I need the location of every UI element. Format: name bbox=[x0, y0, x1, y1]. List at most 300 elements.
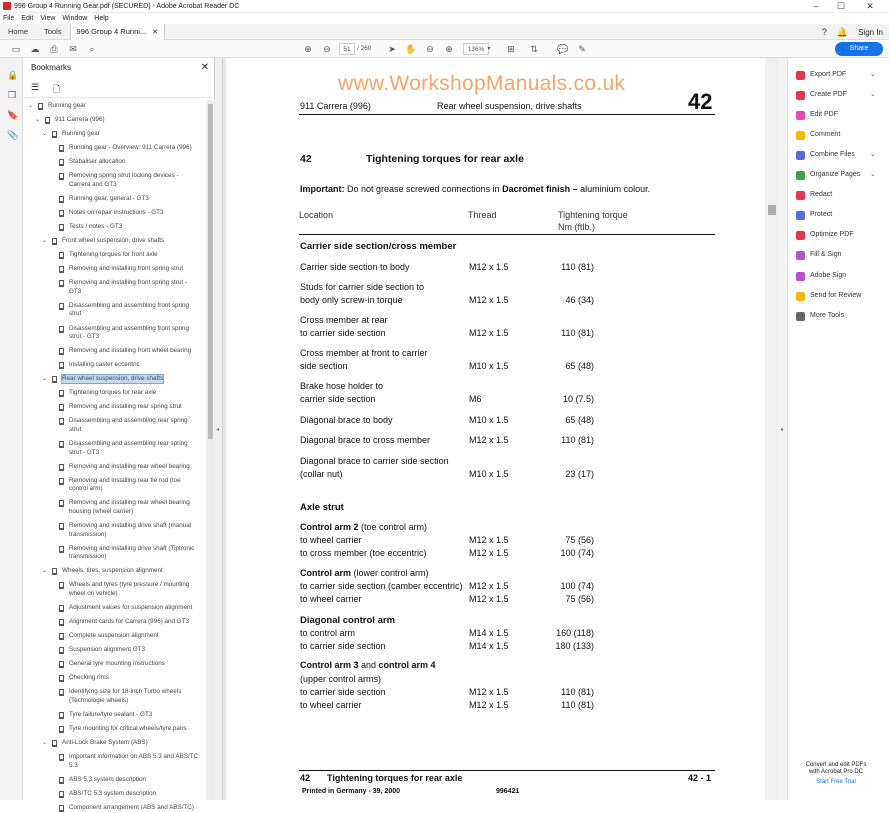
main-toolbar bbox=[0, 40, 889, 58]
bookmark-label: Tyre mounting for critical wheels/tyre pairs bbox=[69, 725, 187, 733]
table-cell-thread: M12 x 1.5 bbox=[469, 435, 509, 445]
table-cell-location bbox=[300, 502, 344, 513]
bookmark-label: Removing and installing drive shaft (manual bbox=[69, 522, 192, 530]
header-left: 911 Carrera (996) bbox=[300, 101, 371, 111]
bookmark-icon bbox=[59, 326, 64, 333]
table-cell-location bbox=[300, 348, 428, 359]
bookmark-label: Removing and installing rear spring strut bbox=[69, 403, 182, 411]
comment-icon[interactable]: 💬 bbox=[557, 44, 569, 54]
column-header-rule bbox=[299, 234, 715, 235]
prev-page-icon[interactable]: ⊕ bbox=[304, 44, 312, 54]
bookmark-item-continued[interactable] bbox=[23, 449, 206, 458]
bookmark-item[interactable] bbox=[23, 403, 206, 412]
bookmark-item[interactable] bbox=[23, 251, 206, 260]
bookmark-item-continued[interactable] bbox=[23, 181, 206, 190]
table-cell-thread: M12 x 1.5 bbox=[469, 700, 509, 710]
notification-icon[interactable]: 🔔 bbox=[836, 26, 849, 37]
bookmark-icon bbox=[45, 117, 50, 124]
bookmark-label: Removing and installing rear wheel bearing bbox=[69, 462, 190, 470]
start-free-trial-link[interactable]: Start Free Trial bbox=[816, 779, 856, 785]
bookmark-item-continued[interactable] bbox=[23, 762, 206, 771]
table-cell-location bbox=[300, 535, 362, 546]
location-text: Axle strut bbox=[300, 502, 344, 513]
bookmark-item[interactable] bbox=[23, 739, 206, 748]
bookmark-item-continued[interactable] bbox=[23, 310, 206, 319]
bookmark-item-continued[interactable] bbox=[23, 485, 206, 494]
zoom-chevron-down-icon[interactable]: ▾ bbox=[487, 46, 491, 52]
tool-more-tools[interactable] bbox=[796, 310, 880, 322]
bookmark-label: Removing spring strut locking devices - bbox=[69, 172, 179, 180]
tool-edit-pdf[interactable] bbox=[796, 109, 880, 121]
tool-icon bbox=[796, 191, 805, 200]
table-cell-thread: M12 x 1.5 bbox=[469, 262, 509, 272]
table-cell-location bbox=[300, 522, 427, 533]
bookmark-item[interactable] bbox=[23, 711, 206, 720]
bookmark-label: strut - GT3 bbox=[69, 333, 100, 341]
panel-splitter[interactable] bbox=[215, 58, 223, 800]
location-text: to carrier side section (camber eccentric) bbox=[300, 581, 463, 591]
bookmark-label: Component arrangement (ABS and ABS/TC) bbox=[69, 803, 194, 811]
chevron-down-icon[interactable]: ⌄ bbox=[870, 171, 876, 178]
document-scroll-thumb[interactable] bbox=[768, 205, 776, 215]
bookmark-item-continued[interactable] bbox=[23, 553, 206, 562]
table-cell-torque: 110 (81) bbox=[561, 435, 594, 445]
zoom-in-icon[interactable]: ⊕ bbox=[445, 44, 453, 54]
menu-help[interactable]: Help bbox=[94, 15, 109, 22]
lock-icon[interactable]: 🔒 bbox=[7, 70, 19, 80]
tab-home[interactable]: Home bbox=[8, 26, 29, 36]
bookmark-label: Rear wheel suspension, drive shafts bbox=[62, 375, 164, 383]
table-cell-location bbox=[300, 548, 427, 559]
bookmark-label: Removing and installing front spring strut - bbox=[69, 279, 187, 287]
add-bookmark-icon[interactable]: 🗋 bbox=[53, 84, 61, 94]
bookmark-icon bbox=[59, 500, 64, 507]
minimize-icon[interactable]: – bbox=[813, 1, 819, 11]
column-header-location: Location bbox=[299, 210, 334, 220]
bookmark-icon bbox=[59, 280, 64, 287]
attachment-icon[interactable]: 📎 bbox=[7, 130, 19, 140]
select-cursor-icon[interactable]: ➤ bbox=[388, 44, 396, 54]
bookmark-icon bbox=[59, 145, 64, 152]
chevron-down-icon[interactable]: ⌄ bbox=[870, 151, 876, 158]
table-cell-thread: M10 x 1.5 bbox=[469, 361, 509, 371]
tool-label: Comment bbox=[810, 131, 841, 138]
bookmark-label: ABS 5.3 system description bbox=[69, 775, 146, 783]
bookmark-item[interactable] bbox=[23, 144, 206, 153]
header-chapter-number: 42 bbox=[688, 89, 713, 114]
window-title: 996 Group 4 Running Gear.pdf (SECURED) - Adobe Acrobat Reader DC bbox=[14, 2, 240, 10]
tool-label: More Tools bbox=[810, 312, 845, 319]
location-text: Cross member at rear bbox=[300, 315, 388, 325]
location-text: Studs for carrier side section to bbox=[300, 282, 425, 292]
tool-icon bbox=[796, 312, 805, 321]
bookmark-label: Installing caster eccentric bbox=[69, 361, 140, 369]
bookmark-item[interactable] bbox=[23, 265, 206, 274]
table-cell-thread: M12 x 1.5 bbox=[469, 687, 509, 697]
table-cell-thread: M14 x 1.5 bbox=[469, 641, 509, 651]
collapse-right-icon[interactable]: ▸ bbox=[781, 427, 785, 433]
location-joiner: and bbox=[358, 660, 379, 670]
tool-icon bbox=[796, 272, 805, 281]
important-tail: aluminium colour. bbox=[577, 184, 651, 194]
tool-fill-sign[interactable] bbox=[796, 249, 880, 261]
bookmark-label: strut bbox=[69, 310, 82, 318]
bookmark-label: ABS/TC 5.3 system description bbox=[69, 789, 157, 797]
bookmark-item-continued[interactable] bbox=[23, 426, 206, 435]
bookmark-item[interactable] bbox=[23, 604, 206, 613]
location-text: Diagonal brace to cross member bbox=[300, 435, 431, 445]
tool-organize-pages[interactable] bbox=[796, 169, 880, 181]
location-text: Diagonal brace to body bbox=[300, 415, 393, 425]
table-cell-thread: M12 x 1.5 bbox=[469, 594, 509, 604]
left-nav-strip bbox=[0, 58, 23, 800]
bookmark-item-continued[interactable] bbox=[23, 697, 206, 706]
table-cell-thread: M12 x 1.5 bbox=[469, 328, 509, 338]
bookmark-item[interactable] bbox=[23, 463, 206, 472]
bookmark-label: Tyre failure/tyre sealant - GT3 bbox=[69, 711, 153, 718]
close-panel-icon[interactable]: ✕ bbox=[200, 62, 209, 73]
bookmark-icon bbox=[59, 210, 64, 217]
header-rule bbox=[299, 114, 715, 115]
table-cell-torque: 160 (118) bbox=[556, 628, 594, 638]
expand-chevron-icon[interactable]: ⌄ bbox=[42, 568, 48, 575]
column-header-torque: Tightening torque bbox=[558, 210, 628, 220]
table-cell-location bbox=[300, 469, 343, 480]
next-page-icon[interactable]: ⊖ bbox=[323, 44, 331, 54]
tool-adobe-sign[interactable] bbox=[796, 270, 880, 282]
bookmark-icon bbox=[52, 376, 57, 383]
bookmark-label: strut bbox=[69, 426, 82, 433]
bookmark-label: Wheels and tyres (tyre pressure / mounting bbox=[69, 581, 190, 589]
table-cell-location bbox=[300, 628, 355, 639]
title-bar bbox=[0, 0, 889, 13]
bookmark-item[interactable] bbox=[23, 361, 206, 370]
bookmark-icon bbox=[59, 805, 64, 812]
tool-send-for-review[interactable] bbox=[796, 290, 880, 302]
expand-chevron-icon[interactable]: ⌄ bbox=[42, 740, 48, 747]
bookmark-icon bbox=[59, 252, 64, 259]
bookmark-item[interactable] bbox=[23, 130, 206, 139]
pages-icon[interactable]: ❐ bbox=[7, 90, 17, 100]
bookmark-item-continued[interactable] bbox=[23, 590, 206, 599]
location-text: Cross member at front to carrier bbox=[300, 348, 428, 358]
doc-tab-label: 996 Group 4 Runni... bbox=[76, 27, 147, 36]
bookmark-item[interactable] bbox=[23, 347, 206, 356]
tool-icon bbox=[796, 151, 805, 160]
tab-document[interactable] bbox=[70, 24, 166, 40]
bookmark-label: General tyre mounting instructions bbox=[69, 660, 165, 668]
location-text: (collar nut) bbox=[300, 469, 343, 479]
table-cell-thread: M12 x 1.5 bbox=[469, 581, 509, 591]
bookmark-label: Important information on ABS 5.3 and ABS/TC bbox=[69, 753, 199, 761]
bookmark-item[interactable] bbox=[23, 389, 206, 398]
bookmark-icon bbox=[52, 238, 57, 245]
bookmark-icon bbox=[59, 546, 64, 553]
close-tab-icon[interactable]: ✕ bbox=[152, 28, 159, 36]
menu-view[interactable]: View bbox=[40, 15, 56, 22]
tab-tools[interactable]: Tools bbox=[44, 26, 62, 36]
bookmark-icon bbox=[59, 464, 64, 471]
scroll-mode-icon[interactable]: ⇅ bbox=[530, 44, 538, 54]
expand-chevron-icon[interactable]: ⌄ bbox=[42, 238, 48, 245]
important-bold: Dacromet finish – bbox=[502, 184, 578, 194]
expand-chevron-icon[interactable]: ⌄ bbox=[35, 117, 41, 124]
location-text: to wheel carrier bbox=[300, 700, 362, 710]
location-text: to carrier side section bbox=[300, 328, 386, 338]
bookmarks-list bbox=[23, 100, 206, 811]
bookmark-label: Running gear bbox=[48, 102, 86, 109]
bookmark-item[interactable] bbox=[23, 725, 206, 734]
section-title: Tightening torques for rear axle bbox=[366, 153, 524, 165]
bookmark-label: 911 Carrera (996) bbox=[55, 116, 105, 124]
bookmark-item-continued[interactable] bbox=[23, 531, 206, 540]
zoom-out-icon[interactable]: ⊖ bbox=[426, 44, 434, 54]
promo-line2: with Acrobat Pro DC bbox=[808, 769, 864, 775]
highlight-pen-icon[interactable]: ✎ bbox=[578, 44, 586, 54]
section-number: 42 bbox=[300, 153, 312, 165]
share-button[interactable] bbox=[835, 42, 883, 56]
location-text: body only screw-in torque bbox=[300, 295, 403, 305]
bookmark-icon bbox=[59, 173, 64, 180]
bookmark-icon bbox=[59, 523, 64, 530]
bookmark-label: Removing and installing front wheel bearing bbox=[69, 347, 192, 355]
bookmark-icon bbox=[59, 712, 64, 719]
bookmark-item[interactable] bbox=[23, 618, 206, 627]
bookmark-item-continued[interactable] bbox=[23, 508, 206, 517]
bookmarks-title: Bookmarks bbox=[31, 63, 72, 72]
tool-icon bbox=[796, 71, 805, 80]
footer-printed: Printed in Germany - 39, 2000 bbox=[302, 788, 401, 795]
bookmark-label: Checking rims bbox=[69, 674, 109, 682]
bookmark-label: Wheels, tires, suspension alignment bbox=[62, 567, 163, 575]
expand-chevron-icon[interactable]: ⌄ bbox=[42, 376, 48, 383]
location-bold-part: control arm 4 bbox=[378, 660, 436, 670]
bookmark-item-continued[interactable] bbox=[23, 288, 206, 297]
header-mid: Rear wheel suspension, drive shafts bbox=[437, 101, 582, 111]
help-icon[interactable]: ? bbox=[821, 27, 827, 37]
table-cell-location bbox=[300, 415, 393, 426]
table-cell-torque: 65 (48) bbox=[565, 361, 594, 371]
bookmark-icon bbox=[59, 726, 64, 733]
bookmark-item[interactable] bbox=[23, 102, 206, 111]
table-cell-thread: M10 x 1.5 bbox=[469, 469, 509, 479]
hand-tool-icon[interactable]: ✋ bbox=[405, 44, 417, 54]
maximize-icon[interactable]: ☐ bbox=[836, 1, 846, 11]
bookmark-label: Removing and installing front spring strut bbox=[69, 265, 184, 273]
bookmark-label: Removing and installing drive shaft (Tiptronic bbox=[69, 544, 195, 552]
bookmarks-panel bbox=[23, 58, 215, 811]
table-cell-torque: 110 (81) bbox=[561, 328, 594, 338]
column-header-thread: Thread bbox=[468, 210, 497, 220]
tool-label: Organize Pages bbox=[810, 171, 861, 178]
location-text: to wheel carrier bbox=[300, 535, 362, 545]
save-icon[interactable]: ▭ bbox=[11, 44, 21, 54]
print-icon[interactable]: ⎙ bbox=[50, 44, 58, 54]
table-cell-location bbox=[300, 381, 383, 392]
tool-comment[interactable] bbox=[796, 129, 880, 141]
bookmark-icon bbox=[59, 390, 64, 397]
tool-create-pdf[interactable] bbox=[796, 89, 880, 101]
table-cell-torque: 100 (74) bbox=[560, 581, 594, 591]
table-cell-location bbox=[300, 241, 456, 252]
footer-code: 996421 bbox=[496, 788, 520, 795]
expand-chevron-icon[interactable]: ⌄ bbox=[42, 131, 48, 138]
location-text: carrier side section bbox=[300, 394, 376, 404]
tool-export-pdf[interactable] bbox=[796, 69, 880, 81]
location-text: to cross member (toe eccentric) bbox=[300, 548, 427, 558]
bookmark-label: control arm) bbox=[69, 485, 103, 493]
bookmark-item[interactable] bbox=[23, 375, 206, 384]
table-cell-torque: 46 (34) bbox=[565, 295, 594, 305]
location-text: to wheel carrier bbox=[300, 594, 362, 604]
bookmark-item[interactable] bbox=[23, 116, 206, 125]
page-number-input[interactable]: 51 bbox=[339, 43, 355, 55]
bookmark-label: GT3 bbox=[69, 287, 82, 295]
bookmark-item[interactable] bbox=[23, 209, 206, 218]
bookmark-icon bbox=[59, 224, 64, 231]
table-cell-torque: 100 (74) bbox=[560, 548, 594, 558]
bookmark-icon bbox=[59, 619, 64, 626]
location-text: Diagonal control arm bbox=[300, 615, 396, 626]
table-cell-location bbox=[300, 615, 395, 626]
menu-file[interactable]: File bbox=[3, 15, 15, 22]
table-cell-location bbox=[300, 295, 403, 306]
document-scrollbar[interactable] bbox=[765, 58, 779, 800]
bookmark-label: Front wheel suspension, drive shafts bbox=[62, 237, 165, 245]
page-fit-icon[interactable]: ⊞ bbox=[507, 44, 515, 54]
bookmark-item-continued[interactable] bbox=[23, 333, 206, 342]
bookmarks-header bbox=[23, 58, 215, 78]
bookmark-panel-icon[interactable]: 🔖 bbox=[7, 110, 19, 120]
chevron-down-icon[interactable]: ⌄ bbox=[870, 91, 876, 98]
tab-bar bbox=[0, 24, 889, 40]
table-cell-torque: 75 (56) bbox=[565, 535, 594, 545]
bookmark-label: Carrera and GT3 bbox=[69, 180, 117, 188]
acrobat-app-icon bbox=[3, 2, 11, 10]
tool-label: Adobe Sign bbox=[810, 272, 847, 279]
bookmark-item[interactable] bbox=[23, 632, 206, 641]
table-cell-location bbox=[300, 435, 430, 446]
tool-icon bbox=[796, 292, 805, 301]
tool-label: Create PDF bbox=[810, 91, 847, 98]
bookmark-icon bbox=[59, 303, 64, 310]
table-cell-torque: 10 (7.5) bbox=[562, 394, 594, 404]
tool-protect[interactable] bbox=[796, 209, 880, 221]
location-text: Control arm 2 bbox=[300, 522, 359, 532]
bookmark-label: Identifying size for 18-inch Turbo wheels bbox=[69, 688, 182, 696]
tool-optimize-pdf[interactable] bbox=[796, 229, 880, 241]
sign-in-button[interactable]: Sign In bbox=[858, 27, 883, 37]
bookmark-item[interactable] bbox=[23, 674, 206, 683]
tool-icon bbox=[796, 211, 805, 220]
tool-icon bbox=[796, 91, 805, 100]
bookmark-item[interactable] bbox=[23, 237, 206, 246]
email-icon[interactable]: ✉ bbox=[69, 44, 77, 54]
bookmark-label: Complete suspension alignment bbox=[69, 632, 159, 640]
tool-combine-files[interactable] bbox=[796, 149, 880, 161]
bookmark-label: 5.3 bbox=[69, 761, 78, 769]
bookmark-item[interactable] bbox=[23, 776, 206, 785]
bookmark-label: Disassembling and assembling rear spring bbox=[69, 417, 188, 425]
tool-icon bbox=[796, 131, 805, 140]
table-cell-location bbox=[300, 674, 381, 685]
menu-window[interactable]: Window bbox=[62, 15, 88, 22]
collapse-left-icon[interactable]: ◂ bbox=[216, 427, 220, 433]
chevron-down-icon[interactable]: ⌄ bbox=[870, 71, 876, 78]
bookmark-icon bbox=[59, 605, 64, 612]
table-cell-thread: M12 x 1.5 bbox=[469, 295, 509, 305]
tool-label: Edit PDF bbox=[810, 111, 839, 118]
bookmark-label: Adjustment values for suspension alignment bbox=[69, 604, 193, 612]
bookmark-item[interactable] bbox=[23, 195, 206, 204]
table-cell-location bbox=[300, 315, 388, 326]
zoom-level-select[interactable]: 136% bbox=[463, 43, 489, 55]
table-cell-location bbox=[300, 687, 386, 698]
location-text: to control arm bbox=[300, 628, 356, 638]
location-text: to carrier side section bbox=[300, 641, 386, 651]
bookmark-label: Tests / notes - GT3 bbox=[69, 223, 123, 230]
bookmark-icon bbox=[59, 478, 64, 485]
bookmark-label: Removing and installing rear tie rod (toe bbox=[69, 476, 181, 484]
table-cell-location bbox=[300, 641, 386, 652]
tool-redact[interactable] bbox=[796, 189, 880, 201]
bookmark-item[interactable] bbox=[23, 790, 206, 799]
bookmark-item[interactable] bbox=[23, 660, 206, 669]
table-cell-torque: 23 (17) bbox=[565, 469, 594, 479]
bookmarks-scroll-thumb[interactable] bbox=[208, 104, 213, 439]
tool-label: Fill & Sign bbox=[810, 251, 842, 258]
bookmark-label: Alignment cards for Carrera (996) and GT3 bbox=[69, 618, 190, 626]
bookmark-item[interactable] bbox=[23, 646, 206, 655]
bookmark-label: Anti-Lock Brake System (ABS) bbox=[62, 739, 148, 747]
expand-chevron-icon[interactable]: ⌄ bbox=[28, 103, 34, 109]
upload-icon[interactable]: ☁ bbox=[30, 44, 40, 54]
table-cell-location bbox=[300, 328, 386, 339]
bookmark-options-icon[interactable]: ☰ bbox=[31, 82, 40, 92]
menu-edit[interactable]: Edit bbox=[21, 15, 34, 22]
location-suffix: (lower control arm) bbox=[351, 568, 429, 578]
tool-icon bbox=[796, 251, 805, 260]
bookmark-label: Suspension alignment GT3 bbox=[69, 646, 145, 654]
bookmark-icon bbox=[52, 568, 57, 575]
location-text: to carrier side section bbox=[300, 687, 386, 697]
bookmark-icon bbox=[59, 647, 64, 654]
tool-label: Combine Files bbox=[810, 151, 855, 158]
search-icon[interactable]: ⌕ bbox=[89, 44, 95, 54]
bookmark-icon bbox=[52, 131, 57, 138]
bookmark-label: transmission) bbox=[69, 530, 107, 538]
bookmark-label: (Technologie wheels) bbox=[69, 696, 129, 704]
important-note bbox=[300, 184, 650, 195]
bookmark-item[interactable] bbox=[23, 223, 206, 232]
table-cell-torque: 110 (81) bbox=[561, 700, 594, 710]
table-cell-torque: 65 (48) bbox=[565, 415, 594, 425]
table-cell-location bbox=[300, 660, 436, 671]
table-cell-thread: M14 x 1.5 bbox=[469, 628, 509, 638]
tool-label: Redact bbox=[810, 191, 833, 198]
bookmark-item[interactable] bbox=[23, 158, 206, 167]
bookmark-item[interactable] bbox=[23, 804, 206, 813]
bookmarks-scrollbar[interactable] bbox=[206, 100, 215, 800]
menu-bar bbox=[0, 13, 889, 24]
tools-panel-splitter[interactable] bbox=[779, 58, 788, 800]
bookmark-item[interactable] bbox=[23, 567, 206, 576]
table-cell-torque: 75 (56) bbox=[565, 594, 594, 604]
watermark: www.WorkshopManuals.co.uk bbox=[338, 72, 626, 95]
table-cell-location bbox=[300, 700, 362, 711]
close-icon[interactable]: ✕ bbox=[866, 1, 874, 11]
bookmark-label: Tightening torques for front axle bbox=[69, 251, 158, 259]
